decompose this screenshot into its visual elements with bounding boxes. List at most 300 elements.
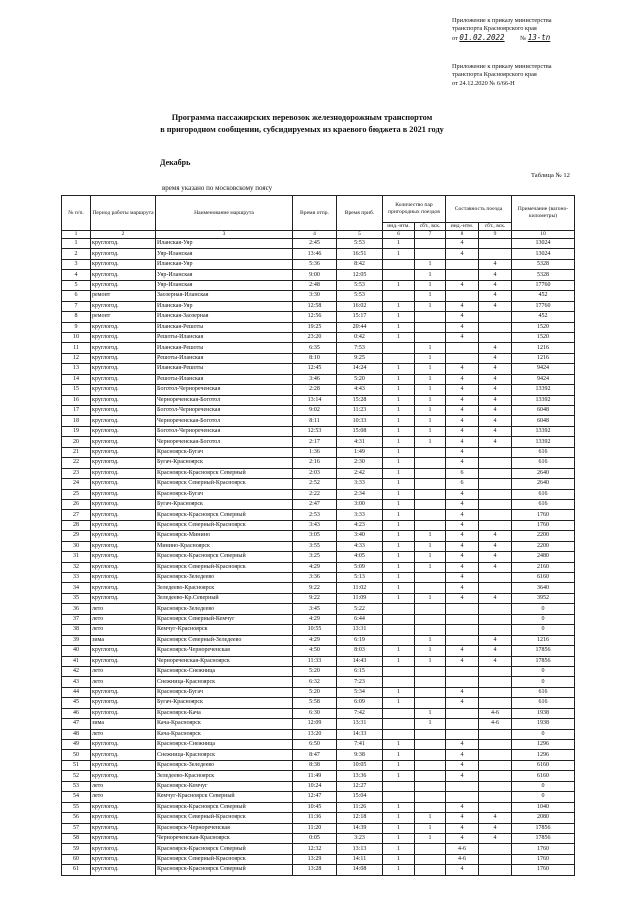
pairs-weekday	[383, 270, 415, 280]
row-number: 5	[62, 280, 91, 290]
departure-time: 11:36	[293, 813, 337, 823]
table-row	[62, 322, 575, 332]
pairs-weekday	[383, 781, 415, 791]
car-kilometers: 0	[512, 625, 575, 635]
route-name: Чернореченская-Боготол	[156, 395, 293, 405]
composition-weekend	[479, 458, 512, 468]
arrival-time: 16:02	[337, 301, 383, 311]
composition-weekday: 4	[446, 249, 479, 259]
pairs-weekend: 1	[415, 301, 446, 311]
work-period: круглогод.	[91, 646, 156, 656]
route-name: Красноярск-Кача	[156, 708, 293, 718]
pairs-weekend: 1	[415, 416, 446, 426]
table-row	[62, 854, 575, 864]
table-row	[62, 833, 575, 843]
composition-weekday: 4	[446, 280, 479, 290]
route-name: Чернореченская-Боготол	[156, 437, 293, 447]
work-period: круглогод.	[91, 865, 156, 875]
route-name: Красноярск-Снежница	[156, 740, 293, 750]
route-name: Решоты-Иланская	[156, 353, 293, 363]
composition-weekend	[479, 520, 512, 530]
composition-weekday: 4	[446, 374, 479, 384]
arrival-time: 13:13	[337, 844, 383, 854]
composition-weekday: 4	[446, 499, 479, 509]
table-row	[62, 426, 575, 436]
row-number: 17	[62, 406, 91, 416]
pairs-weekday: 1	[383, 458, 415, 468]
composition-weekday: 4	[446, 687, 479, 697]
arrival-time: 12:18	[337, 813, 383, 823]
departure-time: 11:49	[293, 771, 337, 781]
pairs-weekday: 1	[383, 583, 415, 593]
row-number: 9	[62, 322, 91, 332]
composition-weekday: 4	[446, 760, 479, 770]
work-period: круглогод.	[91, 385, 156, 395]
composition-weekday: 6	[446, 479, 479, 489]
pairs-weekday: 1	[383, 531, 415, 541]
route-name: Заозерная-Иланская	[156, 291, 293, 301]
composition-weekend	[479, 802, 512, 812]
composition-weekday: 4	[446, 750, 479, 760]
route-name: Красноярск-Чернореченская	[156, 646, 293, 656]
route-name: Красноярск-Чернореченская	[156, 823, 293, 833]
composition-weekend: 4	[479, 374, 512, 384]
work-period: лето	[91, 729, 156, 739]
row-number: 21	[62, 447, 91, 457]
composition-weekday: 4	[446, 426, 479, 436]
pairs-weekday: 1	[383, 865, 415, 875]
route-name: Бугач-Красноярск	[156, 499, 293, 509]
work-period: круглогод.	[91, 447, 156, 457]
composition-weekday	[446, 781, 479, 791]
composition-weekday: 4	[446, 583, 479, 593]
pairs-weekday: 1	[383, 510, 415, 520]
route-name: Бугач-Красноярск	[156, 698, 293, 708]
work-period: круглогод.	[91, 823, 156, 833]
work-period: круглогод.	[91, 771, 156, 781]
composition-weekday: 6	[446, 468, 479, 478]
composition-weekday: 4	[446, 395, 479, 405]
arrival-time: 20:44	[337, 322, 383, 332]
car-kilometers: 13392	[512, 395, 575, 405]
row-number: 8	[62, 312, 91, 322]
departure-time: 4:50	[293, 646, 337, 656]
car-kilometers: 616	[512, 687, 575, 697]
composition-weekday	[446, 291, 479, 301]
pairs-weekend	[415, 468, 446, 478]
work-period: круглогод.	[91, 322, 156, 332]
composition-weekend	[479, 771, 512, 781]
pairs-weekend	[415, 792, 446, 802]
departure-time: 8:11	[293, 416, 337, 426]
car-kilometers: 616	[512, 698, 575, 708]
row-number: 32	[62, 562, 91, 572]
departure-time: 3:36	[293, 573, 337, 583]
work-period: круглогод.	[91, 562, 156, 572]
pairs-weekend	[415, 729, 446, 739]
row-number: 38	[62, 625, 91, 635]
pairs-weekday	[383, 614, 415, 624]
composition-weekend	[479, 573, 512, 583]
departure-time: 6:30	[293, 708, 337, 718]
composition-weekend	[479, 447, 512, 457]
car-kilometers: 616	[512, 489, 575, 499]
car-kilometers: 13024	[512, 249, 575, 259]
pairs-weekday: 1	[383, 573, 415, 583]
composition-weekend: 4	[479, 593, 512, 603]
pairs-weekend	[415, 614, 446, 624]
time-zone-note: время указано по московскому поясу	[162, 184, 273, 192]
departure-time: 3:43	[293, 520, 337, 530]
car-kilometers: 2640	[512, 479, 575, 489]
row-number: 40	[62, 646, 91, 656]
route-name: Красноярск Северный-Кемчуг	[156, 614, 293, 624]
pairs-weekday: 1	[383, 364, 415, 374]
route-name: Иланская-Заозерная	[156, 312, 293, 322]
arrival-time: 15:08	[337, 426, 383, 436]
pairs-weekend: 1	[415, 719, 446, 729]
composition-weekend: 4	[479, 385, 512, 395]
table-row	[62, 677, 575, 687]
pairs-weekday: 1	[383, 406, 415, 416]
pairs-weekday: 1	[383, 562, 415, 572]
composition-weekday	[446, 614, 479, 624]
row-number: 15	[62, 385, 91, 395]
pairs-weekend: 1	[415, 562, 446, 572]
row-number: 23	[62, 468, 91, 478]
composition-weekend	[479, 239, 512, 249]
row-number: 39	[62, 635, 91, 645]
route-name: Кемчуг-Красноярск Северный	[156, 792, 293, 802]
car-kilometers: 452	[512, 291, 575, 301]
departure-time: 11:33	[293, 656, 337, 666]
composition-weekday: 4-6	[446, 854, 479, 864]
composition-weekday: 4	[446, 385, 479, 395]
car-kilometers: 1938	[512, 719, 575, 729]
arrival-time: 3:40	[337, 531, 383, 541]
route-name: Красноярск-Минино	[156, 531, 293, 541]
col-header-note: Примечание (вагоно-километры)	[512, 196, 575, 231]
table-row	[62, 541, 575, 551]
departure-time: 4:29	[293, 614, 337, 624]
pairs-weekday: 1	[383, 447, 415, 457]
departure-time: 12:58	[293, 301, 337, 311]
pairs-weekday: 1	[383, 332, 415, 342]
car-kilometers: 1760	[512, 510, 575, 520]
row-number: 58	[62, 833, 91, 843]
pairs-weekend	[415, 489, 446, 499]
pairs-weekend: 1	[415, 291, 446, 301]
arrival-time: 15:17	[337, 312, 383, 322]
pairs-weekday: 1	[383, 698, 415, 708]
table-row	[62, 489, 575, 499]
arrival-time: 7:53	[337, 343, 383, 353]
arrival-time: 5:34	[337, 687, 383, 697]
table-row	[62, 374, 575, 384]
car-kilometers: 0	[512, 729, 575, 739]
route-name: Боготол-Чернореченская	[156, 385, 293, 395]
composition-weekend: 4	[479, 833, 512, 843]
pairs-weekday: 1	[383, 844, 415, 854]
appendix-header-line: Приложение к приказу министерства	[452, 63, 552, 70]
table-row	[62, 510, 575, 520]
car-kilometers: 6048	[512, 416, 575, 426]
work-period: ремонт	[91, 312, 156, 322]
arrival-time: 4:23	[337, 520, 383, 530]
row-number: 22	[62, 458, 91, 468]
route-name: Красноярск Северный-Красноярск	[156, 479, 293, 489]
work-period: лето	[91, 677, 156, 687]
route-name: Красноярск-Красноярск Северный	[156, 844, 293, 854]
pairs-weekend: 1	[415, 280, 446, 290]
arrival-time: 9:25	[337, 353, 383, 363]
route-name: Красноярск-Красноярск Северный	[156, 802, 293, 812]
pairs-weekday	[383, 259, 415, 269]
car-kilometers: 452	[512, 312, 575, 322]
work-period: круглогод.	[91, 573, 156, 583]
route-name: Решоты-Иланская	[156, 332, 293, 342]
row-number: 12	[62, 353, 91, 363]
row-number: 50	[62, 750, 91, 760]
pairs-weekend: 1	[415, 708, 446, 718]
car-kilometers: 1760	[512, 520, 575, 530]
departure-time: 4:29	[293, 562, 337, 572]
route-name: Кача-Красноярск	[156, 729, 293, 739]
table-row	[62, 270, 575, 280]
route-name: Уяр-Иланская	[156, 280, 293, 290]
table-row	[62, 865, 575, 875]
row-number: 1	[62, 239, 91, 249]
composition-weekday	[446, 604, 479, 614]
composition-weekend: 4	[479, 635, 512, 645]
composition-weekday: 4	[446, 520, 479, 530]
work-period: круглогод.	[91, 541, 156, 551]
composition-weekend	[479, 854, 512, 864]
composition-weekday: 4	[446, 531, 479, 541]
arrival-time: 4:05	[337, 552, 383, 562]
route-name: Красноярск-Бугач	[156, 489, 293, 499]
car-kilometers: 1216	[512, 353, 575, 363]
row-number: 18	[62, 416, 91, 426]
pairs-weekend	[415, 249, 446, 259]
table-row	[62, 593, 575, 603]
table-row	[62, 531, 575, 541]
route-name: Снежница-Красноярск	[156, 677, 293, 687]
row-number: 57	[62, 823, 91, 833]
row-number: 42	[62, 666, 91, 676]
arrival-time: 14:39	[337, 823, 383, 833]
car-kilometers: 1520	[512, 322, 575, 332]
route-name: Красноярск-Зеледеево	[156, 760, 293, 770]
composition-weekend	[479, 677, 512, 687]
arrival-time: 2:30	[337, 458, 383, 468]
route-name: Красноярск-Красноярск Северный	[156, 510, 293, 520]
composition-weekday: 4	[446, 865, 479, 875]
work-period: круглогод.	[91, 259, 156, 269]
arrival-time: 5:09	[337, 562, 383, 572]
pairs-weekend: 1	[415, 259, 446, 269]
departure-time: 13:20	[293, 729, 337, 739]
table-row	[62, 635, 575, 645]
table-row	[62, 656, 575, 666]
pairs-weekday	[383, 604, 415, 614]
departure-time: 12:09	[293, 719, 337, 729]
pairs-weekday	[383, 792, 415, 802]
arrival-time: 6:19	[337, 635, 383, 645]
composition-weekday: 4	[446, 489, 479, 499]
composition-weekday: 4	[446, 416, 479, 426]
table-row	[62, 625, 575, 635]
pairs-weekday: 1	[383, 301, 415, 311]
pairs-weekend: 1	[415, 437, 446, 447]
arrival-time: 8:03	[337, 646, 383, 656]
row-number: 37	[62, 614, 91, 624]
row-number: 33	[62, 573, 91, 583]
row-number: 55	[62, 802, 91, 812]
arrival-time: 7:23	[337, 677, 383, 687]
table-row	[62, 239, 575, 249]
car-kilometers: 616	[512, 447, 575, 457]
table-row	[62, 750, 575, 760]
arrival-time: 2:34	[337, 489, 383, 499]
departure-time: 9:22	[293, 583, 337, 593]
route-name: Иланская-Решоты	[156, 364, 293, 374]
arrival-time: 10:05	[337, 760, 383, 770]
row-number: 11	[62, 343, 91, 353]
work-period: круглогод.	[91, 395, 156, 405]
order-number-handwritten: 13-tn	[527, 32, 551, 42]
route-name: Красноярск-Бугач	[156, 447, 293, 457]
pairs-weekday	[383, 666, 415, 676]
work-period: лето	[91, 614, 156, 624]
table-row	[62, 499, 575, 509]
row-number: 24	[62, 479, 91, 489]
table-number: Таблица № 12	[531, 172, 570, 179]
table-row	[62, 259, 575, 269]
pairs-weekend	[415, 844, 446, 854]
table-row	[62, 353, 575, 363]
arrival-time: 7:41	[337, 740, 383, 750]
route-name: Чернореченская-Красноярск	[156, 833, 293, 843]
table-row	[62, 552, 575, 562]
car-kilometers: 17856	[512, 833, 575, 843]
car-kilometers: 1760	[512, 854, 575, 864]
car-kilometers: 6048	[512, 406, 575, 416]
pairs-weekday: 1	[383, 499, 415, 509]
departure-time: 4:29	[293, 635, 337, 645]
pairs-weekend: 1	[415, 343, 446, 353]
composition-weekend: 4	[479, 270, 512, 280]
pairs-weekend: 1	[415, 531, 446, 541]
composition-weekday: 4	[446, 573, 479, 583]
work-period: круглогод.	[91, 406, 156, 416]
composition-weekend: 4	[479, 646, 512, 656]
composition-weekend: 4	[479, 541, 512, 551]
work-period: круглогод.	[91, 332, 156, 342]
composition-weekend	[479, 844, 512, 854]
composition-weekend	[479, 760, 512, 770]
work-period: круглогод.	[91, 750, 156, 760]
composition-weekday: 4	[446, 458, 479, 468]
departure-time: 2:03	[293, 468, 337, 478]
table-row	[62, 792, 575, 802]
work-period: круглогод.	[91, 583, 156, 593]
arrival-time: 14:24	[337, 364, 383, 374]
table-row	[62, 802, 575, 812]
row-number: 34	[62, 583, 91, 593]
departure-time: 3:45	[293, 604, 337, 614]
composition-weekday: 4	[446, 406, 479, 416]
car-kilometers: 1296	[512, 750, 575, 760]
col-header-pairs: Количество пар пригородных поездов	[383, 196, 446, 223]
schedule-body	[62, 239, 575, 876]
pairs-weekend	[415, 583, 446, 593]
pairs-weekday: 1	[383, 656, 415, 666]
composition-weekend	[479, 499, 512, 509]
pairs-weekend: 1	[415, 635, 446, 645]
composition-weekday: 4	[446, 813, 479, 823]
table-row	[62, 687, 575, 697]
row-number: 49	[62, 740, 91, 750]
row-number: 7	[62, 301, 91, 311]
composition-weekday	[446, 625, 479, 635]
route-name: Красноярск-Красноярск Северный	[156, 468, 293, 478]
composition-weekend: 4	[479, 301, 512, 311]
departure-time: 9:22	[293, 593, 337, 603]
arrival-time: 0:42	[337, 332, 383, 342]
row-number: 54	[62, 792, 91, 802]
composition-weekend	[479, 614, 512, 624]
pairs-weekday	[383, 719, 415, 729]
composition-weekday	[446, 719, 479, 729]
route-name: Минино-Красноярск	[156, 541, 293, 551]
route-name: Иланская-Уяр	[156, 301, 293, 311]
arrival-time: 11:23	[337, 406, 383, 416]
pairs-weekday: 1	[383, 823, 415, 833]
car-kilometers: 0	[512, 677, 575, 687]
pairs-weekday: 1	[383, 813, 415, 823]
work-period: круглогод.	[91, 802, 156, 812]
route-name: Уяр-Иланская	[156, 249, 293, 259]
pairs-weekend: 1	[415, 395, 446, 405]
work-period: круглогод.	[91, 531, 156, 541]
composition-weekend: 4	[479, 353, 512, 363]
pairs-weekday: 1	[383, 374, 415, 384]
pairs-weekend: 1	[415, 656, 446, 666]
car-kilometers: 1216	[512, 635, 575, 645]
composition-weekday	[446, 677, 479, 687]
pairs-weekday	[383, 729, 415, 739]
composition-weekend	[479, 865, 512, 875]
composition-weekday: 4	[446, 541, 479, 551]
pairs-weekday	[383, 343, 415, 353]
column-number: 9	[479, 231, 512, 239]
arrival-time: 15:04	[337, 792, 383, 802]
pairs-weekend	[415, 781, 446, 791]
departure-time: 6:35	[293, 343, 337, 353]
work-period: круглогод.	[91, 280, 156, 290]
work-period: круглогод.	[91, 353, 156, 363]
pairs-weekend	[415, 332, 446, 342]
pairs-weekend	[415, 322, 446, 332]
column-number: 1	[62, 231, 91, 239]
pairs-weekday: 1	[383, 833, 415, 843]
table-row	[62, 468, 575, 478]
pairs-weekend	[415, 520, 446, 530]
arrival-time: 5:13	[337, 573, 383, 583]
pairs-weekend: 1	[415, 541, 446, 551]
pairs-weekend	[415, 677, 446, 687]
